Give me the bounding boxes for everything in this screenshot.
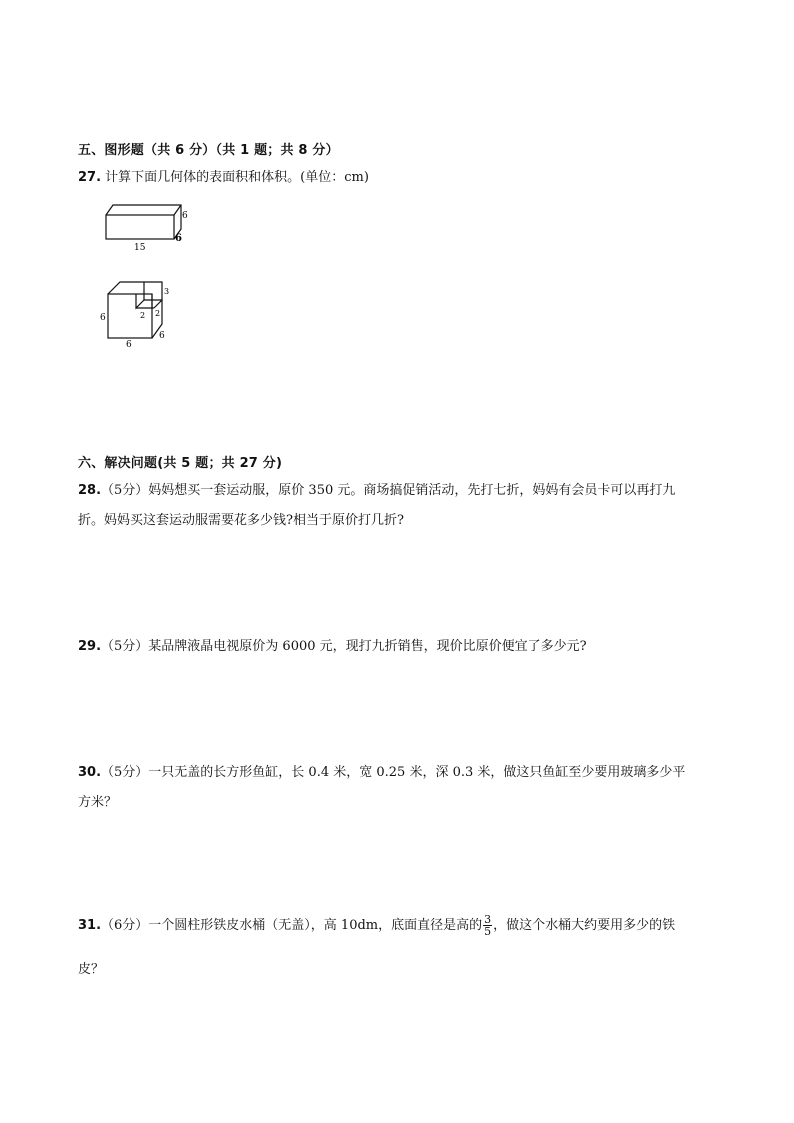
fraction-numerator: 3 xyxy=(484,913,492,926)
section-5-title: 五、图形题（共 6 分）（共 1 题；共 8 分） xyxy=(78,143,339,158)
question-number: 28. xyxy=(78,483,102,498)
fraction xyxy=(483,914,492,937)
notched-cube-figure xyxy=(98,272,180,348)
cuboid-figure xyxy=(96,198,196,252)
question-text-continued: ，做这个水桶大约要用多少的铁 xyxy=(493,918,676,933)
cube-side-label: 6 xyxy=(159,331,165,341)
question-28 xyxy=(78,479,675,498)
question-number: 31. xyxy=(78,918,102,933)
question-text: （5分）某品牌液晶电视原价为 6000 元，现打九折销售，现价比原价便宜了多少元? xyxy=(101,639,587,654)
notch-height-label: 3 xyxy=(164,287,170,296)
question-text: （5分）一只无盖的长方形鱼缸，长 0.4 米，宽 0.25 米，深 0.3 米，做这只鱼缸至少要用玻璃多少平 xyxy=(101,765,686,780)
notch-width-label: 2 xyxy=(140,311,146,320)
question-29 xyxy=(78,635,587,654)
question-27 xyxy=(78,166,369,185)
question-number: 29. xyxy=(78,639,102,654)
question-28-line-2: 折。妈妈买这套运动服需要花多少钱?相当于原价打几折? xyxy=(78,513,404,528)
question-31-line-2: 皮？ xyxy=(78,962,105,977)
question-number: 27. xyxy=(78,170,102,185)
cube-bottom-label: 6 xyxy=(126,340,132,348)
question-text: 计算下面几何体的表面积和体积。(单位：cm) xyxy=(105,170,369,185)
fraction-denominator: 5 xyxy=(484,925,492,938)
cuboid-width-label: 6 xyxy=(182,211,188,221)
question-31 xyxy=(78,914,675,937)
cuboid-height-label: 6 xyxy=(175,233,182,244)
question-30-line-2: 方米？ xyxy=(78,795,118,810)
question-text: （5分）妈妈想买一套运动服，原价 350 元。商场搞促销活动，先打七折，妈妈有会员卡可以再打九 xyxy=(101,483,676,498)
notch-depth-label: 2 xyxy=(155,309,161,318)
cube-left-label: 6 xyxy=(100,313,106,323)
question-number: 30. xyxy=(78,765,102,780)
question-text: （6分）一个圆柱形铁皮水桶（无盖），高 10dm，底面直径是高的 xyxy=(101,918,483,933)
question-30 xyxy=(78,761,685,780)
section-6-title: 六、解决问题(共 5 题；共 27 分) xyxy=(78,456,283,471)
cuboid-length-label: 15 xyxy=(134,243,146,252)
